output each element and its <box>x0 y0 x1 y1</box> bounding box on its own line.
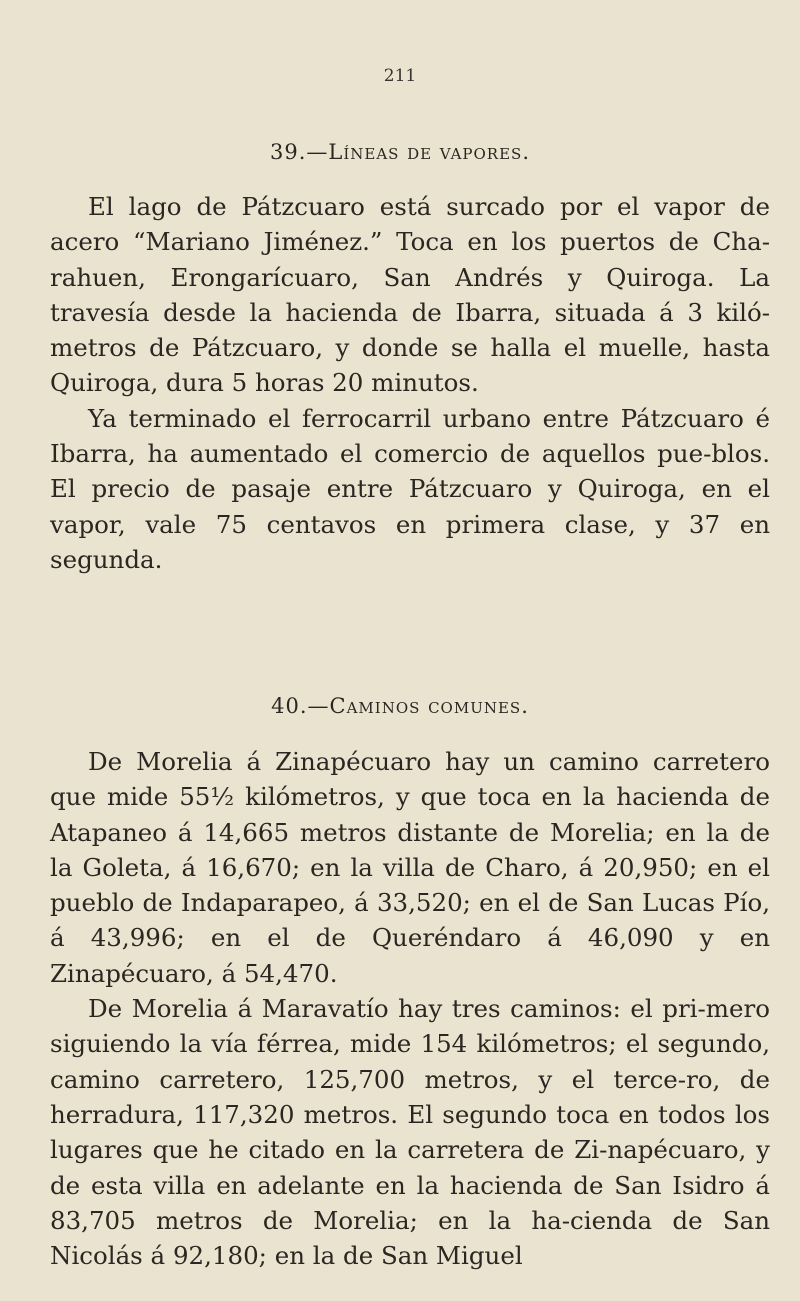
paragraph: De Morelia á Zinapécuaro hay un camino carretero que mide 55½ kilómetros, y que toca en la hacienda de Atapaneo á 14,665 metros distante de Morelia; en la de la Goleta, á 16,670; en la villa de Charo, á 20,950; en el pueblo de Indaparapeo, á 33,520; en el de San Lucas Pío, á 43,996; en el de Queréndaro á 46,090 y en Zinapécuaro, á 54,470. <box>50 747 770 988</box>
paragraph: De Morelia á Maravatío hay tres caminos: el pri-mero siguiendo la vía férrea, mide 154 kilómetros; el segundo, camino carretero, 125,700 metros, y el terce-ro, de herradura, 117,320 metros. El segundo toca en todos los lugares que he citado en la carretera de Zi-napécuaro, y de esta villa en adelante en la hacienda de San Isidro á 83,705 metros de Morelia; en la ha-cienda de San Nicolás á 92,180; en la de San Miguel <box>50 994 770 1271</box>
section-body-39 <box>50 189 770 577</box>
paragraph: El lago de Pátzcuaro está surcado por el vapor de acero “Mariano Jiménez.” Toca en los puertos de Cha-rahuen, Erongarícuaro, San Andrés y Quiroga. La travesía desde la hacienda de Ibarra, situada á 3 kiló-metros de Pátzcuaro, y donde se halla el muelle, hasta Quiroga, dura 5 horas 20 minutos. <box>50 192 770 398</box>
section-heading-39: 39.—Líneas de vapores. <box>269 140 530 164</box>
section-heading-40: 40.—Caminos comunes. <box>271 694 529 718</box>
page-number: 211 <box>383 66 417 86</box>
section-body-40 <box>50 744 770 1273</box>
paragraph: Ya terminado el ferrocarril urbano entre Pátzcuaro é Ibarra, ha aumentado el comercio de aquellos pue-blos. El precio de pasaje entre Pátzcuaro y Quiroga, en el vapor, vale 75 centavos en primera clase, y 37 en segunda. <box>50 403 770 574</box>
